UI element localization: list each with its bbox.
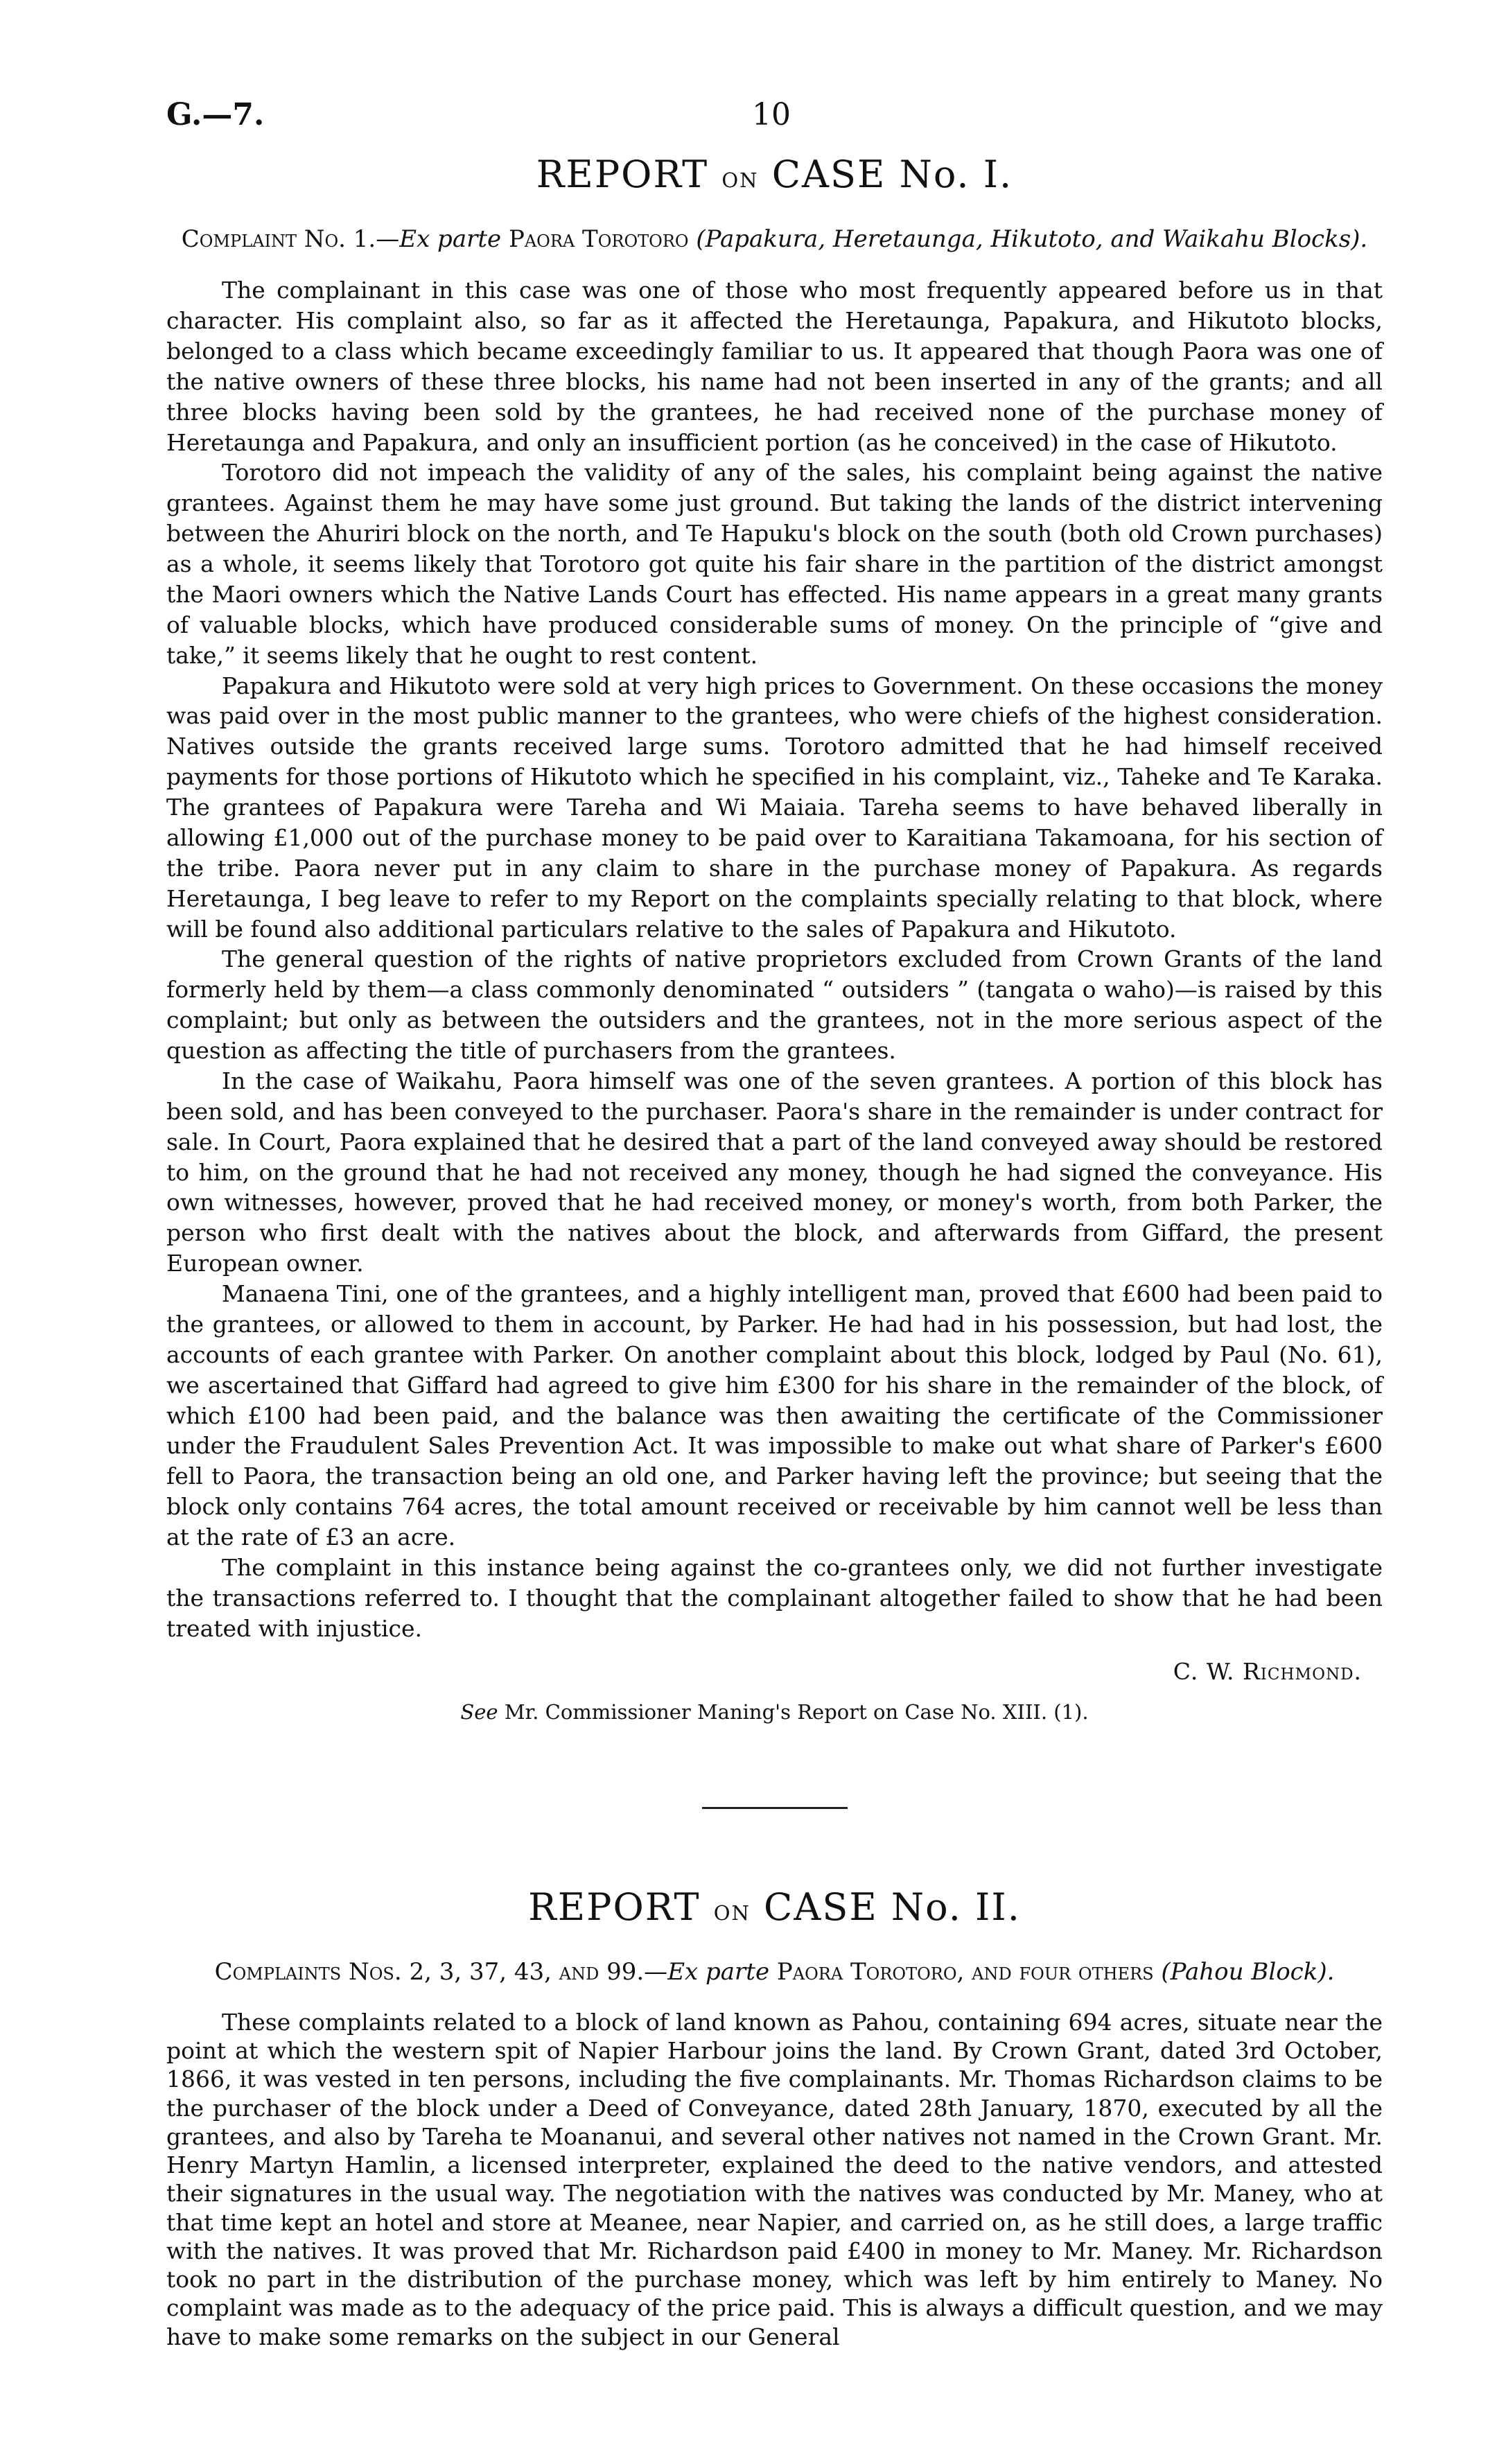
report-1-title-case: CASE No. I. (771, 152, 1013, 196)
complaint-label: Complaints Nos. 2, 3, 37, 43, and 99.— (214, 1957, 668, 1986)
report-2-title-on: on (713, 1892, 751, 1927)
report-2-title (166, 1885, 1383, 1929)
ex-parte: Ex parte (399, 225, 502, 253)
report-2-body (166, 2008, 1383, 2351)
see-also-text: Mr. Commissioner Maning's Report on Case No. XIII. (1). (504, 1700, 1089, 1724)
see-also-note (166, 1700, 1383, 1724)
page (166, 83, 1383, 2351)
report-case-2 (166, 1885, 1383, 2351)
see-also-prefix: See (460, 1700, 498, 1724)
signature: C. W. Richmond. (1173, 1657, 1362, 1685)
report-1-title (166, 152, 1383, 196)
paragraph: The general question of the rights of native proprietors excluded from Crown Grants of the land formerly held by them—a class commonly denominated “ outsiders ” (tangata o waho)—is raised by this complaint; but only as between the outsiders and the grantees, not in the more serious aspect of the question as affecting the title of purchasers from the grantees. (166, 945, 1383, 1065)
report-1-body (166, 275, 1383, 1643)
paragraph: Papakura and Hikutoto were sold at very high prices to Government. On these occasions the money was paid over in the most public manner to the grantees, who were chiefs of the highest consideration. Natives outside the grants received large sums. Torotoro admitted that he had himself received payments for those portions of Hikutoto which he specified in his complaint, viz., Taheke and Te Karaka. The grantees of Papakura were Tareha and Wi Maiaia. Tareha seems to have behaved liberally in allowing £1,000 out of the purchase money to be paid over to Karaitiana Takamoana, for his section of the tribe. Paora never put in any claim to share in the purchase money of Papakura. As regards Heretaunga, I beg leave to refer to my Report on the complaints specially relating to that block, where will be found also additional particulars relative to the sales of Papakura and Hikutoto. (166, 672, 1383, 943)
blocks-list: (Papakura, Heretaunga, Hikutoto, and Waikahu Blocks). (696, 225, 1368, 253)
report-1-title-word: REPORT (536, 152, 709, 196)
paragraph: Manaena Tini, one of the grantees, and a highly intelligent man, proved that £600 had been paid to the grantees, or allowed to them in account, by Parker. He had had in his possession, but had lost, the accounts of each grantee with Parker. On another complaint about this block, lodged by Paul (No. 61), we ascertained that Giffard had agreed to give him £300 for his share in the remainder of the block, of which £100 had been paid, and the balance was then awaiting the certificate of the Commissioner under the Fraudulent Sales Prevention Act. It was impossible to make out what share of Parker's £600 fell to Paora, the transaction being an old one, and Parker having left the province; but seeing that the block only contains 764 acres, the total amount received or receivable by him cannot well be less than at the rate of £3 an acre. (166, 1280, 1383, 1551)
document-reference: G.—7. (166, 97, 265, 132)
page-number: 10 (752, 97, 791, 132)
report-2-subheading (166, 1957, 1383, 1987)
paragraph: The complaint in this instance being against the co-grantees only, we did not further investigate the transactions referred to. I thought that the complainant altogether failed to show that he had been treated with injustice. (166, 1553, 1383, 1642)
running-header (166, 83, 1383, 146)
complaint-label: Complaint No. 1.— (181, 225, 400, 253)
paragraph: Torotoro did not impeach the validity of any of the sales, his complaint being against the native grantees. Against them he may have some just ground. But taking the lands of the district intervening between the Ahuriri block on the north, and Te Hapuku's block on the south (both old Crown purchases) as a whole, it seems likely that Torotoro got quite his fair share in the partition of the district amongst the Maori owners which the Native Lands Court has effected. His name appears in a great many grants of valuable blocks, which have produced considerable sums of money. On the principle of “give and take,” it seems likely that he ought to rest content. (166, 459, 1383, 669)
paragraph: The complainant in this case was one of those who most frequently appeared before us in that character. His complaint also, so far as it affected the Heretaunga, Papakura, and Hikutoto blocks, belonged to a class which became exceedingly familiar to us. It appeared that though Paora was one of the native owners of these three blocks, his name had not been inserted in any of the grants; and all three blocks having been sold by the grantees, he had received none of the purchase money of Heretaunga and Papakura, and only an insufficient portion (as he conceived) in the case of Hikutoto. (166, 277, 1383, 456)
report-1-title-on: on (721, 160, 759, 194)
report-1-subheading (166, 224, 1383, 254)
section-divider (702, 1807, 848, 1809)
ex-parte: Ex parte (667, 1957, 770, 1986)
blocks-list: (Pahou Block). (1161, 1957, 1335, 1986)
paragraph: These complaints related to a block of land known as Pahou, containing 694 acres, situate near the point at which the western spit of Napier Harbour joins the land. By Crown Grant, dated 3rd October, 1866, it was vested in ten persons, including the five complainants. Mr. Thomas Richardson claims to be the purchaser of the block under a Deed of Conveyance, dated 28th January, 1870, executed by all the grantees, and also by Tareha te Moananui, and several other natives not named in the Crown Grant. Mr. Henry Martyn Hamlin, a licensed interpreter, explained the deed to the native vendors, and attested their signatures in the usual way. The negotiation with the natives was conducted by Mr. Maney, who at that time kept an hotel and store at Meanee, near Napier, and carried on, as he still does, a large traffic with the natives. It was proved that Mr. Richardson paid £400 in money to Mr. Maney. Mr. Richardson took no part in the distribution of the purchase money, which was left by him entirely to Maney. No complaint was made as to the adequacy of the price paid. This is always a difficult question, and we may have to make some remarks on the subject in our General (166, 2008, 1383, 2350)
report-2-title-case: CASE No. II. (764, 1885, 1021, 1929)
report-case-1 (166, 152, 1383, 1724)
complainant-name: Paora Torotoro, and four others (776, 1957, 1154, 1986)
report-2-title-word: REPORT (528, 1885, 701, 1929)
paragraph: In the case of Waikahu, Paora himself was one of the seven grantees. A portion of this block has been sold, and has been conveyed to the purchaser. Paora's share in the remainder is under contract for sale. In Court, Paora explained that he desired that a part of the land conveyed away should be restored to him, on the ground that he had not received any money, though he had signed the conveyance. His own witnesses, however, proved that he had received money, or money's worth, from both Parker, the person who first dealt with the natives about the block, and afterwards from Giffard, the present European owner. (166, 1067, 1383, 1277)
complainant-name: Paora Torotoro (508, 225, 689, 253)
